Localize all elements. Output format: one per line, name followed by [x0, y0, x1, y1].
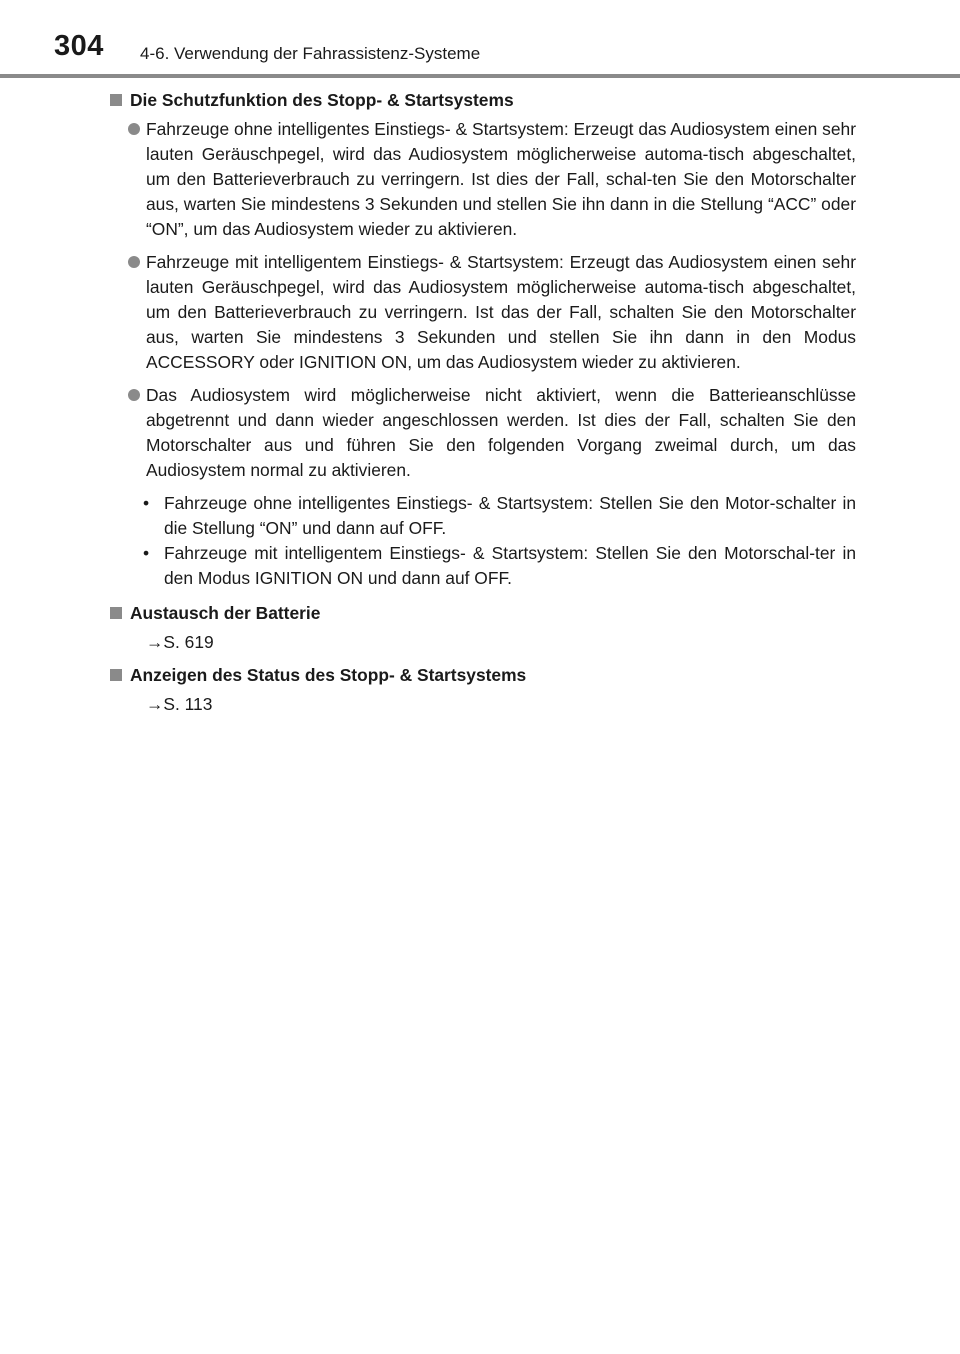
small-bullet-icon: •	[143, 543, 150, 563]
list-item-text: Fahrzeuge ohne intelligentes Einstiegs- & Startsystem: Erzeugt das Audiosystem einen sehr lauten Geräuschpegel, wird das Audiosystem möglicherweise automa-tisch abgeschaltet, um den Batterieverbrauch zu verringern. Ist dies der Fall, schal-ten Sie den Motorschalter aus, warten Sie mindestens 3 Sekunden und stellen Sie ihn dann in die Stellung “ACC” oder “ON”, um das Audiosystem wieder zu aktivieren.	[146, 119, 856, 239]
section-title: 4-6. Verwendung der Fahrassistenz-Systeme	[140, 44, 481, 63]
square-bullet-icon	[110, 669, 122, 681]
sub-list-item	[110, 491, 856, 541]
sub-list-item-text: Fahrzeuge mit intelligentem Einstiegs- & Startsystem: Stellen Sie den Motorschal-ter in den Modus IGNITION ON und dann auf OFF.	[164, 543, 856, 588]
list-item-text: Fahrzeuge mit intelligentem Einstiegs- & Startsystem: Erzeugt das Audiosystem einen sehr lauten Geräuschpegel, wird das Audiosystem möglicherweise automa-tisch abgeschaltet, um den Batterieverbrauch zu verringern. Ist das der Fall, schalten Sie den Motorschalter aus, warten Sie mindestens 3 Sekunden und stellen Sie ihn dann in den Modus ACCESSORY oder IGNITION ON, um das Audiosystem wieder zu aktivieren.	[146, 252, 856, 372]
square-bullet-icon	[110, 607, 122, 619]
sub-list-item	[110, 541, 856, 591]
page-content	[110, 88, 856, 725]
square-bullet-icon	[110, 94, 122, 106]
page-number: 304	[54, 30, 104, 62]
arrow-icon: →	[146, 632, 164, 652]
circle-bullet-icon	[128, 256, 140, 268]
page-reference-text: S. 619	[163, 632, 214, 652]
subheading-text: Die Schutzfunktion des Stopp- & Startsystems	[130, 90, 514, 110]
header-rule	[0, 74, 960, 78]
arrow-icon: →	[146, 694, 164, 714]
page-reference-link[interactable]	[110, 692, 856, 717]
subheading-schutzfunktion	[110, 88, 856, 113]
sub-list-item-text: Fahrzeuge ohne intelligentes Einstiegs- & Startsystem: Stellen Sie den Motor-schalter in die Stellung “ON” und dann auf OFF.	[164, 493, 856, 538]
subheading-austausch-batterie	[110, 601, 856, 626]
sub-list	[110, 491, 856, 591]
page-header	[0, 0, 960, 80]
page-reference-text: S. 113	[163, 694, 213, 714]
subheading-text: Austausch der Batterie	[130, 603, 321, 623]
subheading-anzeigen-status	[110, 663, 856, 688]
circle-bullet-icon	[128, 123, 140, 135]
page-reference-link[interactable]	[110, 630, 856, 655]
subheading-text: Anzeigen des Status des Stopp- & Startsystems	[130, 665, 527, 685]
small-bullet-icon: •	[143, 493, 150, 513]
list-item-text: Das Audiosystem wird möglicherweise nicht aktiviert, wenn die Batterieanschlüsse abgetrennt und dann wieder angeschlossen werden. Ist dies der Fall, schalten Sie den Motorschalter aus und führen Sie den folgenden Vorgang zweimal durch, um das Audiosystem normal zu aktivieren.	[146, 385, 856, 480]
list-item	[110, 383, 856, 483]
circle-bullet-icon	[128, 389, 140, 401]
list-item	[110, 250, 856, 375]
list-item	[110, 117, 856, 242]
